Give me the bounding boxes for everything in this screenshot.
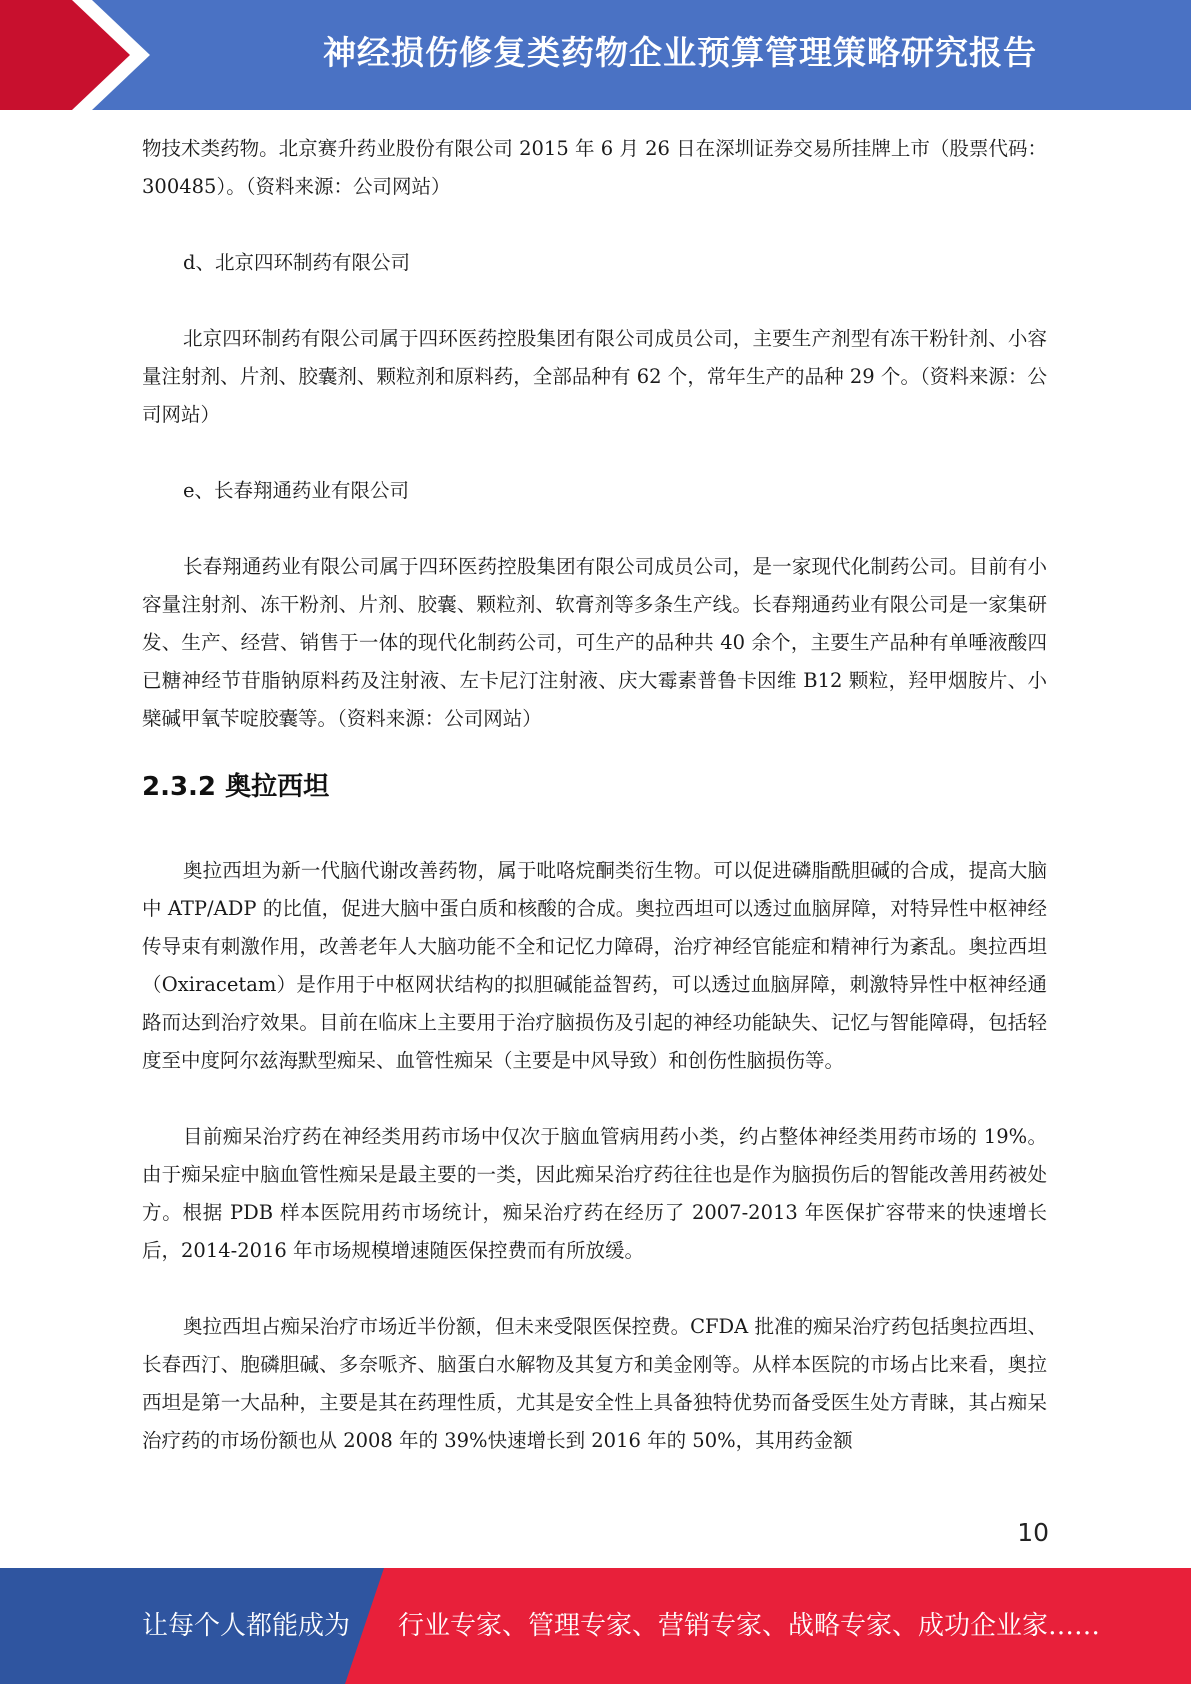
document-title: 神经损伤修复类药物企业预算管理策略研究报告: [323, 33, 1037, 72]
paragraph: 奥拉西坦占痴呆治疗市场近半份额，但未来受限医保控费。CFDA 批准的痴呆治疗药包括奥拉西坦、长春西汀、胞磷胆碱、多奈哌齐、脑蛋白水解物及其复方和美金刚等。从样本医院的市场占比来看，奥拉西坦是第一大品种，主要是其在药理性质，尤其是安全性上具备独特优势而备受医生处方青睐，其占痴呆治疗药的市场份额也从 2008 年的 39%快速增长到 2016 年的 50%，其用药金额: [142, 1315, 1047, 1452]
section-heading: 2.3.2 奥拉西坦: [142, 772, 330, 802]
footer-tagline: 行业专家、管理专家、营销专家、战略专家、成功企业家……: [398, 1611, 1101, 1641]
header-chevron-decoration: [0, 0, 160, 110]
list-item-heading: d、北京四环制药有限公司: [183, 251, 410, 274]
paragraph: 物技术类药物。北京赛升药业股份有限公司 2015 年 6 月 26 日在深圳证券交易所挂牌上市（股票代码：300485）。（资料来源：公司网站）: [142, 137, 1047, 198]
page-footer: [0, 1568, 1191, 1684]
page-number: 10: [1017, 1518, 1049, 1547]
document-body: [142, 130, 1047, 1460]
paragraph: 奥拉西坦为新一代脑代谢改善药物，属于吡咯烷酮类衍生物。可以促进磷脂酰胆碱的合成，提高大脑中 ATP/ADP 的比值，促进大脑中蛋白质和核酸的合成。奥拉西坦可以透过血脑屏障，对特异性中枢神经传导束有刺激作用，改善老年人大脑功能不全和记忆力障碍，治疗神经官能症和精神行为紊乱。奥拉西坦（Oxiracetam）是作用于中枢网状结构的拟胆碱能益智药，可以透过血脑屏障，刺激特异性中枢神经通路而达到治疗效果。目前在临床上主要用于治疗脑损伤及引起的神经功能缺失、记忆与智能障碍，包括轻度至中度阿尔兹海默型痴呆、血管性痴呆（主要是中风导致）和创伤性脑损伤等。: [142, 859, 1047, 1072]
paragraph: 目前痴呆治疗药在神经类用药市场中仅次于脑血管病用药小类，约占整体神经类用药市场的 19%。由于痴呆症中脑血管性痴呆是最主要的一类，因此痴呆治疗药往往也是作为脑损伤后的智能改善用药被处方。根据 PDB 样本医院用药市场统计，痴呆治疗药在经历了 2007-2013 年医保扩容带来的快速增长后，2014-2016 年市场规模增速随医保控费而有所放缓。: [142, 1125, 1047, 1262]
list-item-heading: e、长春翔通药业有限公司: [183, 479, 410, 502]
page-header: [0, 0, 1191, 110]
footer-slogan: 让每个人都能成为: [142, 1611, 351, 1641]
paragraph: 北京四环制药有限公司属于四环医药控股集团有限公司成员公司，主要生产剂型有冻干粉针剂、小容量注射剂、片剂、胶囊剂、颗粒剂和原料药，全部品种有 62 个，常年生产的品种 29 个。（资料来源：公司网站）: [142, 327, 1047, 426]
paragraph: 长春翔通药业有限公司属于四环医药控股集团有限公司成员公司，是一家现代化制药公司。目前有小容量注射剂、冻干粉剂、片剂、胶囊、颗粒剂、软膏剂等多条生产线。长春翔通药业有限公司是一家集研发、生产、经营、销售于一体的现代化制药公司，可生产的品种共 40 余个，主要生产品种有单唾液酸四已糖神经节苷脂钠原料药及注射液、左卡尼汀注射液、庆大霉素普鲁卡因维 B12 颗粒，羟甲烟胺片、小檗碱甲氧苄啶胶囊等。（资料来源：公司网站）: [142, 555, 1047, 730]
